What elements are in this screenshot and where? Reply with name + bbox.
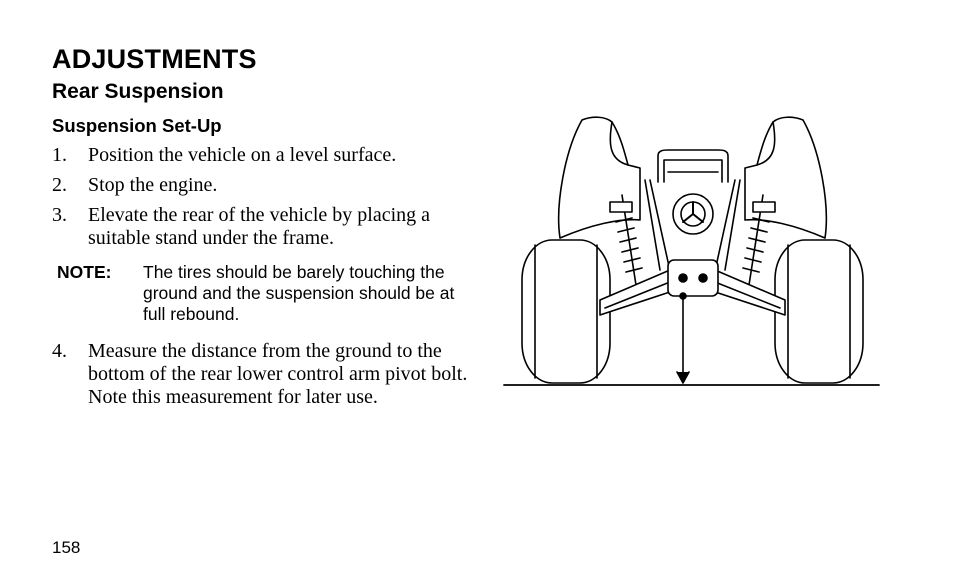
rear-rack <box>658 150 728 182</box>
note-label: NOTE: <box>57 262 112 282</box>
step-number: 2. <box>52 174 67 196</box>
rear-differential <box>668 260 718 296</box>
step-number: 3. <box>52 204 67 226</box>
topic-title: Suspension Set-Up <box>52 115 222 136</box>
subsection-title: Rear Suspension <box>52 80 224 103</box>
left-fender <box>559 117 640 238</box>
page-number: 158 <box>52 538 81 557</box>
atv-rear-suspension-illustration <box>500 110 885 395</box>
step-text: Measure the distance from the ground to the bottom of the rear lower control arm pivot bolt. Note this measurement for later use. <box>88 340 468 408</box>
step-number: 1. <box>52 144 67 166</box>
section-title: ADJUSTMENTS <box>52 44 257 74</box>
step-text: Elevate the rear of the vehicle by placing a suitable stand under the frame. <box>88 204 431 249</box>
note-text: The tires should be barely touching the ground and the suspension should be at full rebound. <box>143 262 455 324</box>
pivot-bolt <box>680 293 686 299</box>
right-fender <box>745 117 826 238</box>
step-text: Stop the engine. <box>88 174 218 196</box>
measurement-arrow <box>677 299 689 383</box>
step-number: 4. <box>52 340 67 362</box>
step-text: Position the vehicle on a level surface. <box>88 144 397 166</box>
